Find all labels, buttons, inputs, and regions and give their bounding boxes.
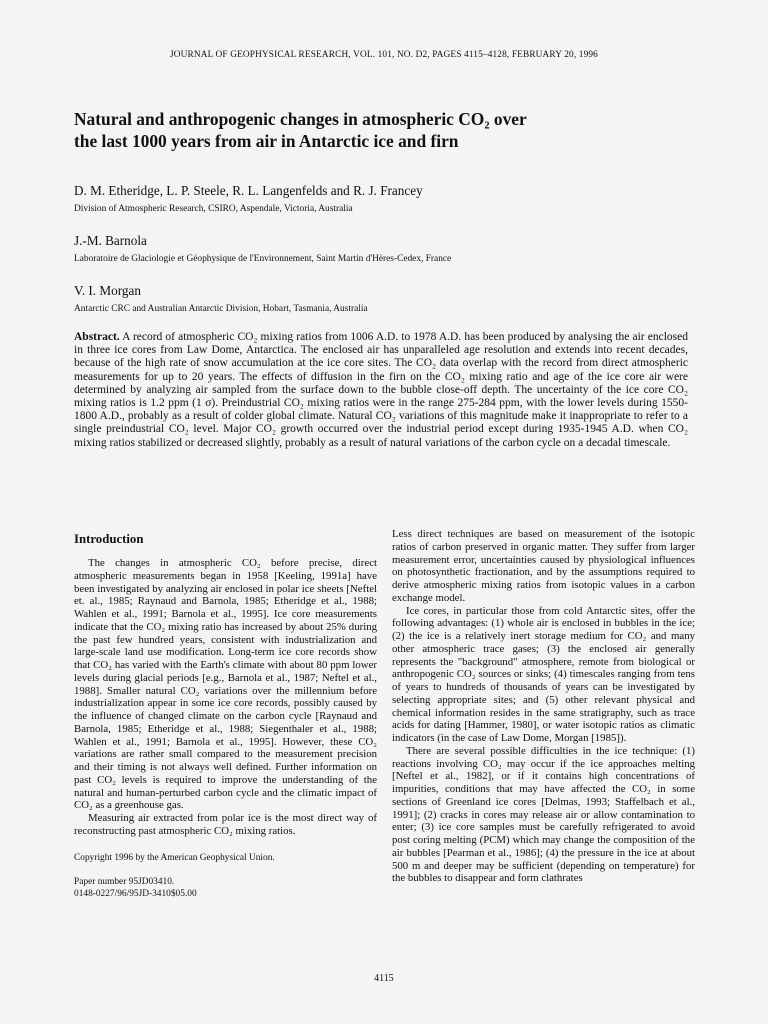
abstract [74,331,688,450]
journal-header: JOURNAL OF GEOPHYSICAL RESEARCH, VOL. 101, NO. D2, PAGES 4115–4128, FEBRUARY 20, 1996 [170,50,598,60]
right-paragraph-2: Ice cores, in particular those from cold Antarctic sites, offer the following advantages: (1) whole air is enclosed in bubbles in the ice; (2) the ice is a relatively inert storage medium for CO₂ and many other atmospheric trace gases; (3) the enclosed air generally represents the "background" atmosphere, remote from biological or anthropogenic CO₂ sources or sinks; (4) timescales ranging from tens of years to hundreds of thousands of years can be investigated by selecting appropriate sites; and (5) other relevant physical and chemical information resides in the same stratigraphy, such as trace acids for dating [Hammer, 1980], or water isotopic ratios as climatic indicators (in the case of Law Dome, Morgan [1985]). [392,604,695,744]
abstract-label: Abstract. [74,331,120,343]
affiliation: Laboratoire de Glaciologie et Géophysique de l'Environnement, Saint Martin d'Hères-Cedex, France [74,254,452,264]
paper-number: Paper number 95JD03410. [74,876,175,887]
title-line-1: Natural and anthropogenic changes in atmospheric CO₂ over [74,109,527,129]
authors: J.-M. Barnola [74,233,147,248]
paper-title [74,108,694,152]
right-paragraph-1: Less direct techniques are based on measurement of the isotopic ratios of carbon preserved in organic matter. They suffer from larger measurement error, uncertainties caused by physiological influences on photosynthetic fractionation, and by the assumptions required to derive atmospheric mixing ratios from isotopic values in a carbon exchange model. [392,528,695,604]
abstract-text: A record of atmospheric CO₂ mixing ratios from 1006 A.D. to 1978 A.D. has been produced by analysing the air enclosed in three ice cores from Law Dome, Antarctica. The enclosed air has unparalleled age resolution and extends into recent decades, because of the high rate of snow accumulation at the ice core sites. The CO₂ data overlap with the record from direct atmospheric measurements for up to 20 years. The effects of diffusion in the firn on the CO₂ mixing ratio and age of the ice core air were determined by analyzing air sampled from the surface down to the bubble close-off depth. The uncertainty of the ice core CO₂ mixing ratios is 1.2 ppm (1 σ). Preindustrial CO₂ mixing ratios were in the range 275-284 ppm, with the lower levels during 1550-1800 A.D., probably as a result of colder global climate. Natural CO₂ variations of this magnitude make it inappropriate to refer to a single preindustrial CO₂ level. Major CO₂ growth occurred over the industrial period except during 1935-1945 A.D. when CO₂ mixing ratios stabilized or decreased slightly, probably as a result of natural variations of the carbon cycle on a decadal timescale. [74,331,688,449]
affiliation: Division of Atmospheric Research, CSIRO, Aspendale, Victoria, Australia [74,204,353,214]
introduction-heading: Introduction [74,532,144,546]
issn-code: 0148-0227/96/95JD-3410$05.00 [74,888,197,899]
affiliation: Antarctic CRC and Australian Antarctic Division, Hobart, Tasmania, Australia [74,304,368,314]
title-line-2: the last 1000 years from air in Antarctic ice and firn [74,131,459,151]
page-number: 4115 [374,973,394,984]
author-group-1 [74,183,714,215]
right-paragraph-3: There are several possible difficulties in the ice technique: (1) reactions involving CO₂ may occur if the ice approaches melting [Neftel et al., 1982], or if it contains high concentrations of impurities, conditions that may have affected the CO₂ in some sections of Greenland ice cores [Delmas, 1993; Staffelbach et al., 1991]; (2) cracks in cores may release air or allow contamination to enter; (3) ice core samples must be carefully refrigerated to avoid post coring melting (PCM) which may change the composition of the air bubbles [Pearman et al., 1986]; (4) the pressure in the ice at about 500 m and deeper may be sufficient (depending on temperature) for the bubbles to disappear and form clathrates [392,744,695,885]
authors: V. I. Morgan [74,283,141,298]
author-group-2 [74,233,714,265]
copyright-notice: Copyright 1996 by the American Geophysical Union. [74,852,275,863]
left-column [74,528,377,900]
authors: D. M. Etheridge, L. P. Steele, R. L. Langenfelds and R. J. Francey [74,183,423,198]
intro-paragraph-2: Measuring air extracted from polar ice is the most direct way of reconstructing past atmospheric CO₂ mixing ratios. [74,812,377,837]
right-column [392,528,695,885]
intro-paragraph-1: The changes in atmospheric CO₂ before precise, direct atmospheric measurements began in 1958 [Keeling, 1991a] have been investigated by analyzing air enclosed in polar ice sheets [Neftel et. al., 1985; Raynaud and Barnola, 1985; Etheridge et al., 1988; Wahlen et al., 1991; Barnola et al., 1995]. Ice core measurements indicate that the CO₂ mixing ratio has increased by about 25% during the past few hundred years, consistent with industrialization and large-scale land use modification. Long-term ice core records show that CO₂ has varied with the Earth's climate with about 80 ppm lower levels during glacial periods [e.g., Barnola et al., 1987; Neftel et al., 1988]. Smaller natural CO₂ variations over the millennium before industrialization appear in some ice core records, possibly caused by the influence of changed climate on the carbon cycle [Raynaud and Barnola, 1985; Etheridge et al., 1988; Siegenthaler et al., 1988; Wahlen et al., 1991; Barnola et al., 1995]. However, these CO₂ variations are rather small compared to the measurement precision and their timing is not always well defined. Further information on past CO₂ levels is required to improve the understanding of the natural and human-perturbed carbon cycle and the climatic impact of CO₂ as a greenhouse gas. [74,557,377,812]
paper-number-block [74,876,377,900]
author-group-3 [74,283,714,315]
